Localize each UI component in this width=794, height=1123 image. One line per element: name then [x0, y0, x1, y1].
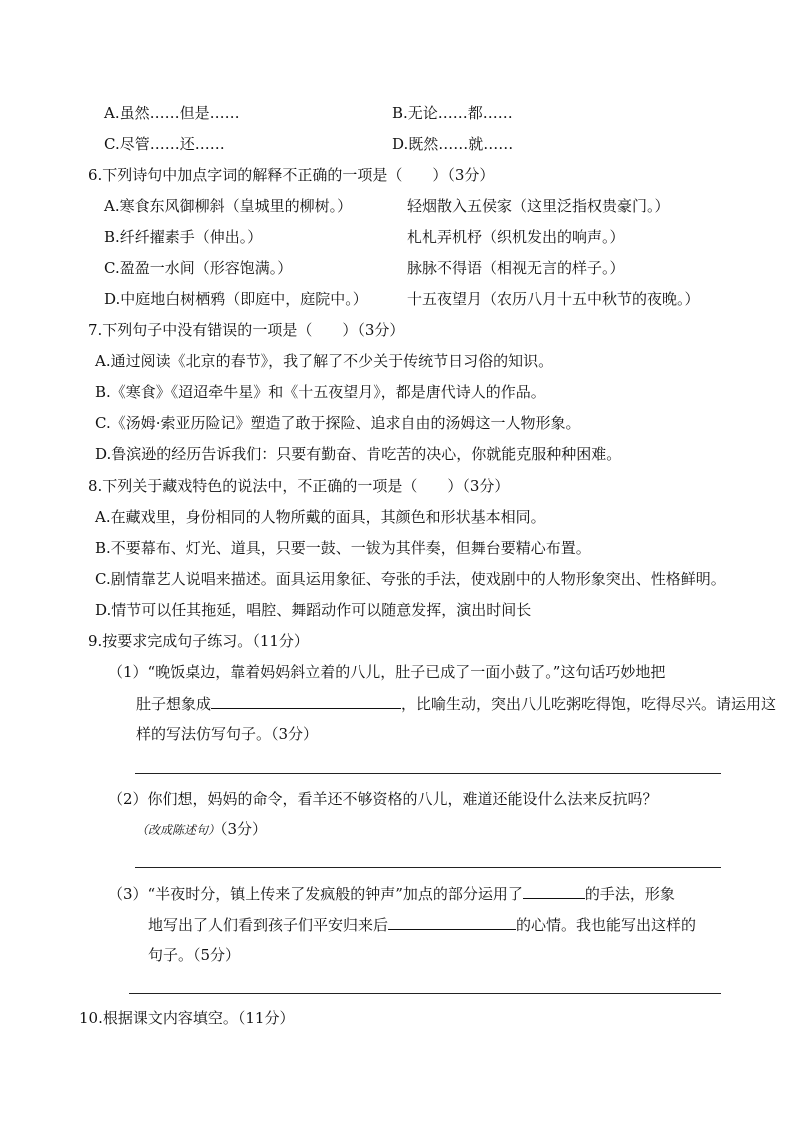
- q7-option-a: A.通过阅读《北京的春节》，我了解了不少关于传统节日习俗的知识。: [95, 352, 554, 370]
- q9-sub3-line1: [108, 883, 675, 904]
- q9-sub3-blank-2[interactable]: [388, 914, 516, 930]
- q6-option-b-right: 札札弄机杼（织机发出的响声。）: [407, 228, 625, 246]
- q9-sub1-text-b: ，比喻生动，突出八儿吃粥吃得饱，吃得尽兴。请运用这: [401, 695, 777, 713]
- q8-option-d: D.情节可以任其拖延，唱腔、舞蹈动作可以随意发挥，演出时间长: [95, 601, 532, 619]
- q9-sub1-answer-line[interactable]: [135, 773, 721, 774]
- q6-option-c-right: 脉脉不得语（相视无言的样子。）: [407, 259, 625, 277]
- q9-sub1-line2: [136, 693, 776, 714]
- q6-option-a-left: A.寒食东风御柳斜（皇城里的柳树。）: [104, 197, 353, 215]
- q5-option-b: B.无论……都……: [392, 104, 513, 122]
- q9-sub1-text-a: 肚子想象成: [136, 695, 212, 713]
- q5-option-c: C.尽管……还……: [104, 135, 225, 153]
- q9-sub1-blank[interactable]: [211, 693, 401, 709]
- q9-sub2-answer-line[interactable]: [135, 867, 721, 868]
- q8-option-c: C.剧情靠艺人说唱来描述。面具运用象征、夸张的手法，使戏剧中的人物形象突出、性格鲜明。: [95, 570, 726, 588]
- q9-sub2-line2: [136, 819, 267, 840]
- q10-stem: 10.根据课文内容填空。（11分）: [79, 1009, 295, 1027]
- q6-option-a-right: 轻烟散入五侯家（这里泛指权贵豪门。）: [407, 197, 670, 215]
- q9-sub3-blank-1[interactable]: [523, 883, 585, 899]
- q7-option-c: C.《汤姆·索亚历险记》塑造了敢于探险、追求自由的汤姆这一人物形象。: [95, 414, 581, 432]
- q8-option-a: A.在藏戏里，身份相同的人物所戴的面具，其颜色和形状基本相同。: [95, 508, 546, 526]
- q9-sub3-line3: 句子。（5分）: [148, 946, 241, 964]
- q9-sub3-text-c: 地写出了人们看到孩子们平安归来后: [148, 916, 389, 934]
- q9-stem: 9.按要求完成句子练习。（11分）: [88, 632, 309, 650]
- q8-stem: 8.下列关于藏戏特色的说法中，不正确的一项是（ ）（3分）: [88, 477, 510, 495]
- q5-option-a: A.虽然……但是……: [104, 104, 240, 122]
- q6-option-c-left: C.盈盈一水间（形容饱满。）: [104, 259, 293, 277]
- q9-sub3-text-a: （3）“半夜时分，镇上传来了发疯般的钟声”加点的部分运用了: [108, 885, 523, 903]
- q9-sub1-line3: 样的写法仿写句子。（3分）: [136, 725, 319, 743]
- q7-option-d: D.鲁滨逊的经历告诉我们：只要有勤奋、肯吃苦的决心，你就能克服种种困难。: [95, 445, 622, 463]
- q7-option-b: B.《寒食》《迢迢牵牛星》和《十五夜望月》，都是唐代诗人的作品。: [95, 383, 546, 401]
- q6-stem: 6.下列诗句中加点字词的解释不正确的一项是（ ）（3分）: [88, 166, 495, 184]
- q6-option-d-left: D.中庭地白树栖鸦（即庭中，庭院中。）: [104, 290, 368, 308]
- q9-sub3-line2: [148, 914, 696, 935]
- q9-sub1-line1: （1）“晚饭桌边，靠着妈妈斜立着的八儿，肚子已成了一面小鼓了。”这句话巧妙地把: [108, 663, 666, 681]
- q8-option-b: B.不要幕布、灯光、道具，只要一鼓、一钹为其伴奏，但舞台要精心布置。: [95, 539, 591, 557]
- q7-stem: 7.下列句子中没有错误的一项是（ ）（3分）: [88, 321, 405, 339]
- q9-sub3-answer-line[interactable]: [129, 993, 721, 994]
- q5-option-d: D.既然……就……: [392, 135, 514, 153]
- q9-sub3-text-b: 的手法，形象: [584, 885, 675, 903]
- q9-sub2-line1: （2）你们想，妈妈的命令，看羊还不够资格的八儿，难道还能设什么法来反抗吗？: [108, 790, 658, 808]
- q9-sub3-text-d: 的心情。我也能写出这样的: [516, 916, 697, 934]
- q6-option-b-left: B.纤纤擢素手（伸出。）: [104, 228, 263, 246]
- q9-sub2-note: （改成陈述句）: [136, 823, 221, 837]
- q6-option-d-right: 十五夜望月（农历八月十五中秋节的夜晚。）: [407, 290, 700, 308]
- q9-sub2-score: （3分）: [220, 820, 268, 838]
